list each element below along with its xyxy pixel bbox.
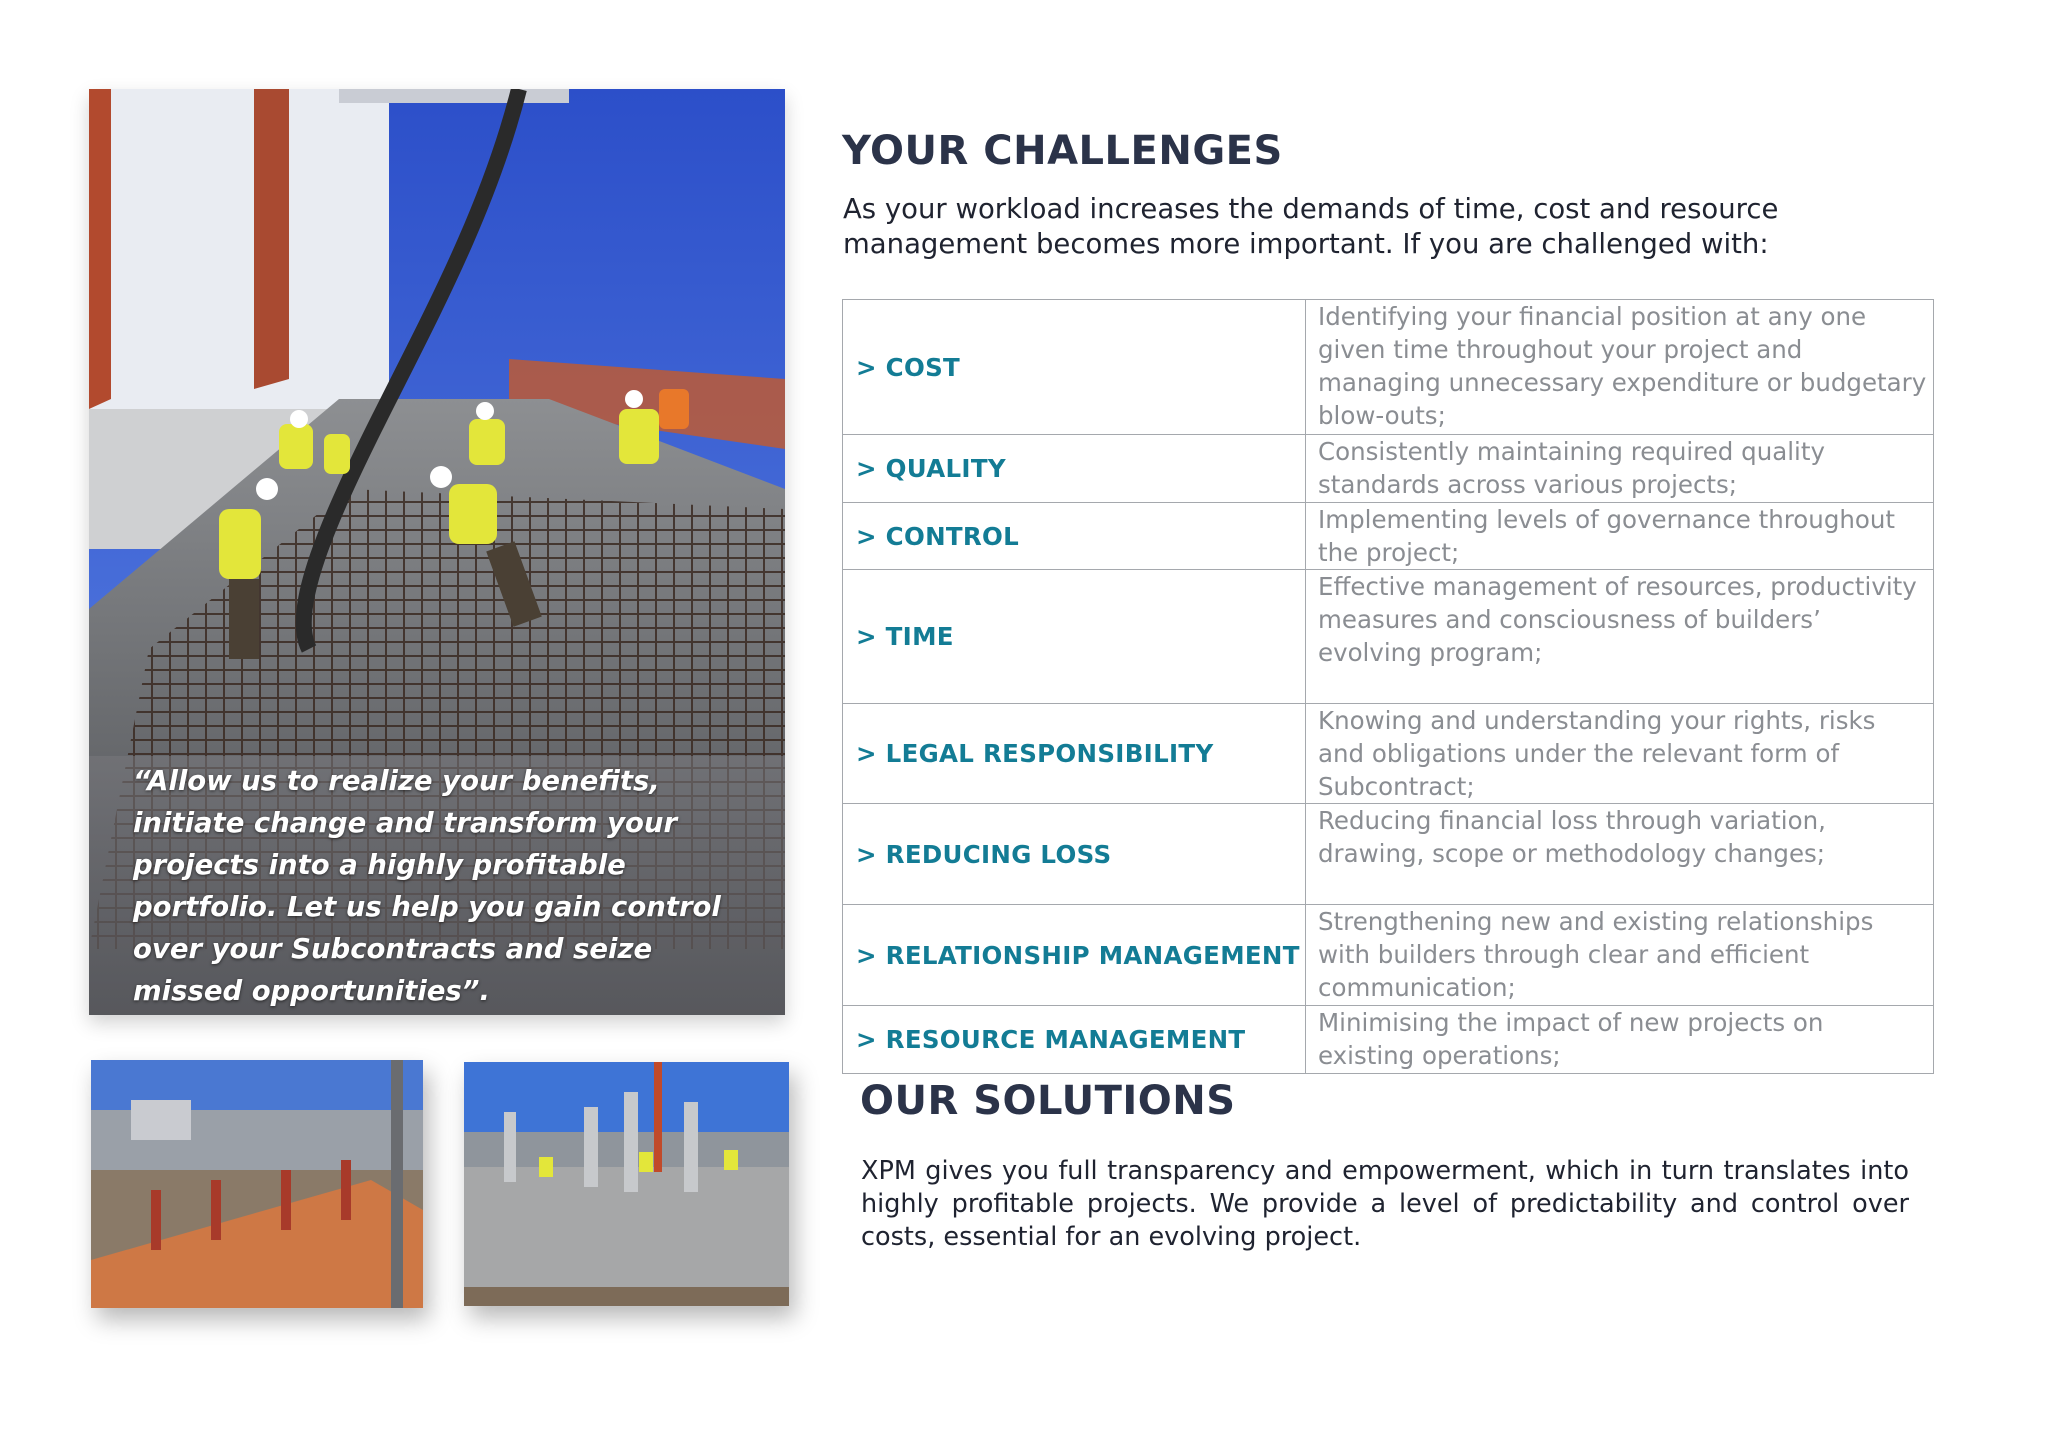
challenges-heading: YOUR CHALLENGES: [842, 128, 1283, 174]
table-row: [843, 570, 1934, 704]
challenge-description: Effective management of resources, productivity measures and consciousness of builders’ evolving program;: [1306, 570, 1934, 704]
challenge-label: > RESOURCE MANAGEMENT: [843, 1006, 1306, 1074]
challenge-description: Identifying your financial position at any one given time throughout your project and managing unnecessary expenditure or budgetary blow-outs;: [1306, 300, 1934, 435]
testimonial-quote: “Allow us to realize your benefits, initiate change and transform your projects into a highly profitable portfolio. Let us help you gain control over your Subcontracts and seize missed opportunities”.: [133, 765, 721, 1007]
challenge-label: > COST: [843, 300, 1306, 435]
challenge-description: Reducing financial loss through variation, drawing, scope or methodology changes;: [1306, 804, 1934, 905]
challenge-description: Minimising the impact of new projects on existing operations;: [1306, 1006, 1934, 1074]
concrete-slab-photo: [464, 1062, 789, 1306]
challenge-label: > QUALITY: [843, 435, 1306, 503]
site-footings-photo: [91, 1060, 423, 1308]
table-row: [843, 435, 1934, 503]
solutions-paragraph: XPM gives you full transparency and empowerment, which in turn translates into highly profitable projects. We provide a level of predictability and control over costs, essential for an evolving project.: [861, 1156, 1909, 1252]
table-row: [843, 1006, 1934, 1074]
challenges-intro: As your workload increases the demands of time, cost and resource management becomes more important. If you are challenged with:: [843, 193, 1779, 260]
challenge-description: Strengthening new and existing relationships with builders through clear and efficient communication;: [1306, 905, 1934, 1006]
challenge-label: > TIME: [843, 570, 1306, 704]
solutions-heading: OUR SOLUTIONS: [860, 1078, 1236, 1124]
table-row: [843, 905, 1934, 1006]
challenge-label: > CONTROL: [843, 503, 1306, 570]
table-row: [843, 300, 1934, 435]
challenge-label: > REDUCING LOSS: [843, 804, 1306, 905]
table-row: [843, 503, 1934, 570]
challenge-description: Knowing and understanding your rights, risks and obligations under the relevant form of Subcontract;: [1306, 704, 1934, 804]
challenge-description: Implementing levels of governance throughout the project;: [1306, 503, 1934, 570]
challenge-label: > LEGAL RESPONSIBILITY: [843, 704, 1306, 804]
table-row: [843, 804, 1934, 905]
challenge-description: Consistently maintaining required quality standards across various projects;: [1306, 435, 1934, 503]
table-row: [843, 704, 1934, 804]
construction-site-photo: [89, 89, 785, 1015]
challenges-table: [842, 299, 1934, 1074]
challenge-label: > RELATIONSHIP MANAGEMENT: [843, 905, 1306, 1006]
